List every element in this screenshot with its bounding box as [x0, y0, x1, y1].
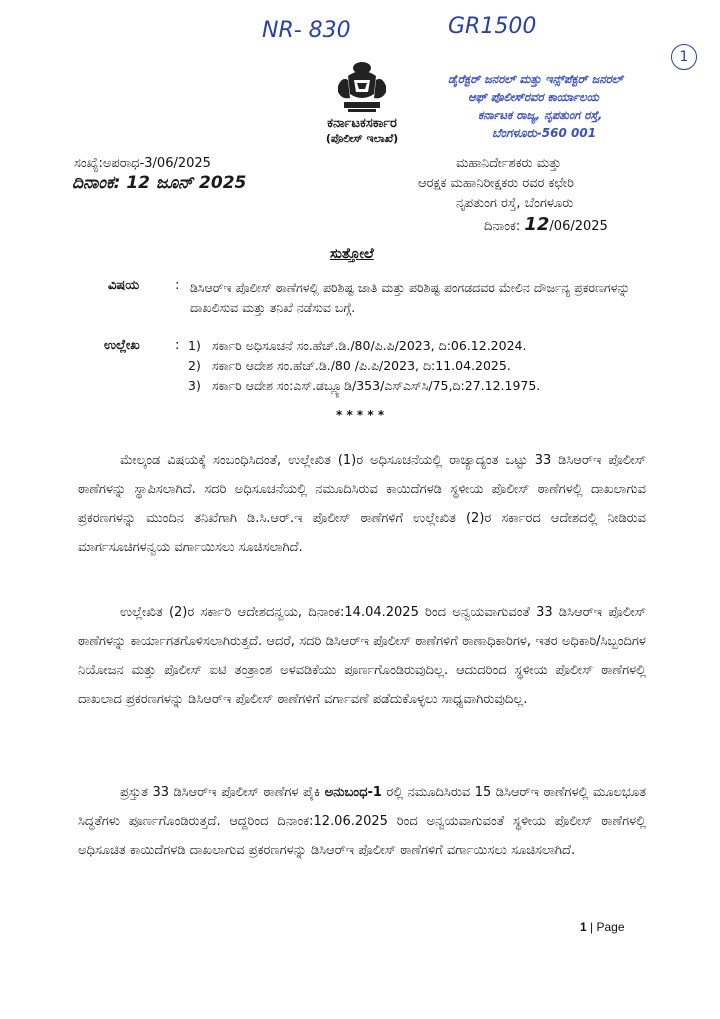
circled-number-text: 1 [679, 49, 689, 65]
page-separator: | [590, 920, 594, 934]
reference-item-text: ಸರ್ಕಾರಿ ಆದೇಶ ಸಂ:ಎಸ್.ಡಬ್ಲ್ಯೂಡಿ/353/ಎಸ್‌ಎಸ್‌ಸಿ/75,ದಿ:27.12.1975. [212, 378, 541, 393]
paragraph-3-end: ರಲ್ಲಿ ನಮೂದಿಸಿರುವ 15 ಡಿಸಿಆರ್‌ಇ ಠಾಣೆಗಳಲ್ಲಿ ಮೂಲಭೂತ ಸಿದ್ಧತೆಗಳು ಪೂರ್ಣಗೊಂಡಿರುತ್ತದೆ. ಆದ್ದರಿಂದ ದಿನಾಂಕ:12.06.2025 ರಿಂದ ಅನ್ವಯವಾಗುವಂತೆ ಸ್ಥಳೀಯ ಪೊಲೀಸ್ ಠಾಣೆಗಳಲ್ಲಿ ಅಧಿಸೂಚಿತ ಕಾಯಿದೆಗಳಡಿ ದಾಖಲಾಗುವ ಪ್ರಕರಣಗಳನ್ನು ಡಿಸಿಆರ್‌ಇ ಪೊಲೀಸ್ ಠಾಣೆಗಳಿಗೆ ವರ್ಗಾಯಿಸಲು ಸೂಚಿಸಲಾಗಿದೆ. [78, 785, 646, 858]
subject-colon: : [175, 278, 180, 293]
reference-colon: : [175, 338, 180, 353]
section-separator: * * * * * [336, 408, 385, 422]
reference-item-text: ಸರ್ಕಾರಿ ಅಧಿಸೂಚನೆ ಸಂ.ಹೆಚ್.ಡಿ./80/ಪಿ.ಪಿ/2023, ದಿ:06.12.2024. [212, 338, 527, 353]
office-date [484, 214, 608, 235]
emblem-title-karnataka-govt: ಕರ್ನಾಟಕಸರ್ಕಾರ [327, 116, 397, 131]
body-paragraph-2: ಉಲ್ಲೇಖಿತ (2)ರ ಸರ್ಕಾರಿ ಆದೇಶದನ್ವಯ, ದಿನಾಂಕ:14.04.2025 ರಿಂದ ಅನ್ವಯವಾಗುವಂತೆ 33 ಡಿಸಿಆರ್‌ಇ ಪೊಲೀಸ್ ಠಾಣೆಗಳನ್ನು ಕಾರ್ಯಾಗತಗೊಳಿಸಲಾಗಿರುತ್ತದೆ. ಆದರೆ, ಸದರಿ ಡಿಸಿಆರ್‌ಇ ಪೊಲೀಸ್ ಠಾಣೆಗಳಿಗೆ ಠಾಣಾಧಿಕಾರಿಗಳ, ಇತರ ಅಧಿಕಾರಿ/ಸಿಬ್ಬಂದಿಗಳ ನಿಯೋಜನ ಮತ್ತು ಪೊಲೀಸ್ ಐಟಿ ತಂತ್ರಾಂಶ ಅಳವಡಿಕೆಯು ಪೂರ್ಣಗೊಂಡಿರುವುದಿಲ್ಲ. ಆದುದರಿಂದ ಸ್ಥಳೀಯ ಪೊಲೀಸ್ ಠಾಣೆಗಳಲ್ಲಿ ದಾಖಲಾದ ಪ್ರಕರಣಗಳನ್ನು ಡಿಸಿಆರ್‌ಇ ಪೊಲೀಸ್ ಠಾಣೆಗಳಿಗೆ ವರ್ಗಾವಣೆ ಪಡೆದುಕೊಳ್ಳಲು ಸಾಧ್ಯವಾಗಿರುವುದಿಲ್ಲ. [78, 605, 646, 707]
subject-label: ವಿಷಯ [108, 278, 140, 293]
handwritten-nr-number: NR- 830 [262, 18, 351, 43]
handwritten-date-note: ದಿನಾಂಕ: 12 ಜೂನ್ 2025 [72, 173, 247, 193]
annexure-1-reference: ಅನುಬಂಧ-1 [324, 785, 382, 800]
reference-item-number: 1) [188, 338, 201, 353]
reference-item-2 [188, 358, 511, 374]
office-stamp [448, 70, 663, 142]
date-month-year: /06/2025 [549, 219, 608, 234]
state-emblem [334, 58, 390, 118]
reference-number: ಸಂಖ್ಯೆ:ಅಪರಾಧ-3/06/2025 [74, 156, 211, 171]
reference-item-text: ಸರ್ಕಾರಿ ಆದೇಶ ಸಂ.ಹೆಚ್.ಡಿ./80 /ಪಿ.ಪಿ/2023, ದಿ:11.04.2025. [212, 358, 511, 373]
reference-item-3 [188, 378, 540, 394]
reference-item-number: 2) [188, 358, 201, 373]
emblem-subtitle-police-dept: (ಪೊಲೀಸ್ ಇಲಾಖೆ) [325, 132, 399, 145]
stamp-line-3: ಕರ್ನಾಟಕ ರಾಜ್ಯ, ನೃಪತುಂಗ ರಸ್ತೆ, [478, 108, 603, 122]
date-handwritten-day: 12 [524, 214, 550, 235]
page-label: Page [596, 920, 625, 934]
handwritten-gr-number: GR1500 [448, 14, 537, 39]
stamp-line-2: ಆಫ್ ಪೊಲೀಸ್‌ರವರ ಕಾರ್ಯಾಲಯ [468, 90, 599, 104]
office-line-1: ಮಹಾನಿರ್ದೇಶಕರು ಮತ್ತು [456, 156, 562, 171]
page-footer [580, 920, 625, 934]
paragraph-3-start: ಪ್ರಸ್ತುತ 33 ಡಿಸಿಆರ್‌ಇ ಪೊಲೀಸ್ ಠಾಣೆಗಳ ಪೈಕಿ [120, 785, 325, 800]
handwritten-circled-number [671, 44, 697, 70]
stamp-line-1: ಡೈರೆಕ್ಟರ್ ಜನರಲ್ ಮತ್ತು ಇನ್ಸ್‌ಪೆಕ್ಟರ್ ಜನರಲ್ [448, 72, 623, 86]
stamp-line-4: ಬೆಂಗಳೂರು-560 001 [492, 126, 597, 140]
office-line-2: ಆರಕ್ಷಕ ಮಹಾನಿರೀಕ್ಷಕರು ರವರ ಕಛೇರಿ [418, 176, 575, 191]
emblem-icon [334, 58, 390, 118]
office-line-3: ನೃಪತುಂಗ ರಸ್ತೆ, ಬೆಂಗಳೂರು [456, 196, 574, 211]
reference-item-number: 3) [188, 378, 201, 393]
subject-text: ಡಿಸಿಆರ್‌ಇ ಪೊಲೀಸ್ ಠಾಣೆಗಳಲ್ಲಿ ಪರಿಶಿಷ್ಟ ಜಾತಿ ಮತ್ತು ಪರಿಶಿಷ್ಟ ಪಂಗಡದವರ ಮೇಲಿನ ದೌರ್ಜನ್ಯ ಪ್ರಕರಣಗಳನ್ನು ದಾಖಲಿಸುವ ಮತ್ತು ತನಿಖೆ ನಡೆಸುವ ಬಗ್ಗೆ. [190, 280, 630, 315]
body-paragraph-3 [78, 778, 646, 865]
reference-label: ಉಲ್ಲೇಖ [104, 338, 140, 353]
body-paragraph-1: ಮೇಲ್ಕಂಡ ವಿಷಯಕ್ಕೆ ಸಂಬಂಧಿಸಿದಂತೆ, ಉಲ್ಲೇಖಿತ (1)ರ ಅಧಿಸೂಚನೆಯಲ್ಲಿ ರಾಜ್ಯಾದ್ಯಂತ ಒಟ್ಟು 33 ಡಿಸಿಆರ್‌ಇ ಪೊಲೀಸ್ ಠಾಣೆಗಳನ್ನು ಸ್ಥಾಪಿಸಲಾಗಿದೆ. ಸದರಿ ಅಧಿಸೂಚನೆಯಲ್ಲಿ ನಮೂದಿಸಿರುವ ಕಾಯಿದೆಗಳಡಿ ಸ್ಥಳೀಯ ಪೊಲೀಸ್ ಠಾಣೆಗಳಲ್ಲಿ ದಾಖಲಾಗುವ ಪ್ರಕರಣಗಳನ್ನು ಮುಂದಿನ ತನಿಖೆಗಾಗಿ ಡಿ.ಸಿ.ಆರ್.ಇ ಪೊಲೀಸ್ ಠಾಣೆಗಳಿಗೆ ಉಲ್ಲೇಖಿತ (2)ರ ಸರ್ಕಾರದ ಆದೇಶದಲ್ಲಿ ನೀಡಿರುವ ಮಾರ್ಗಸೂಚಿಗಳನ್ವಯ ವರ್ಗಾಯಿಸಲು ಸೂಚಿಸಲಾಗಿದೆ. [78, 453, 646, 555]
page-number: 1 [580, 920, 587, 934]
circular-title: ಸುತ್ತೋಲೆ [330, 246, 374, 262]
reference-item-1 [188, 338, 526, 354]
date-label: ದಿನಾಂಕ: [484, 219, 521, 234]
